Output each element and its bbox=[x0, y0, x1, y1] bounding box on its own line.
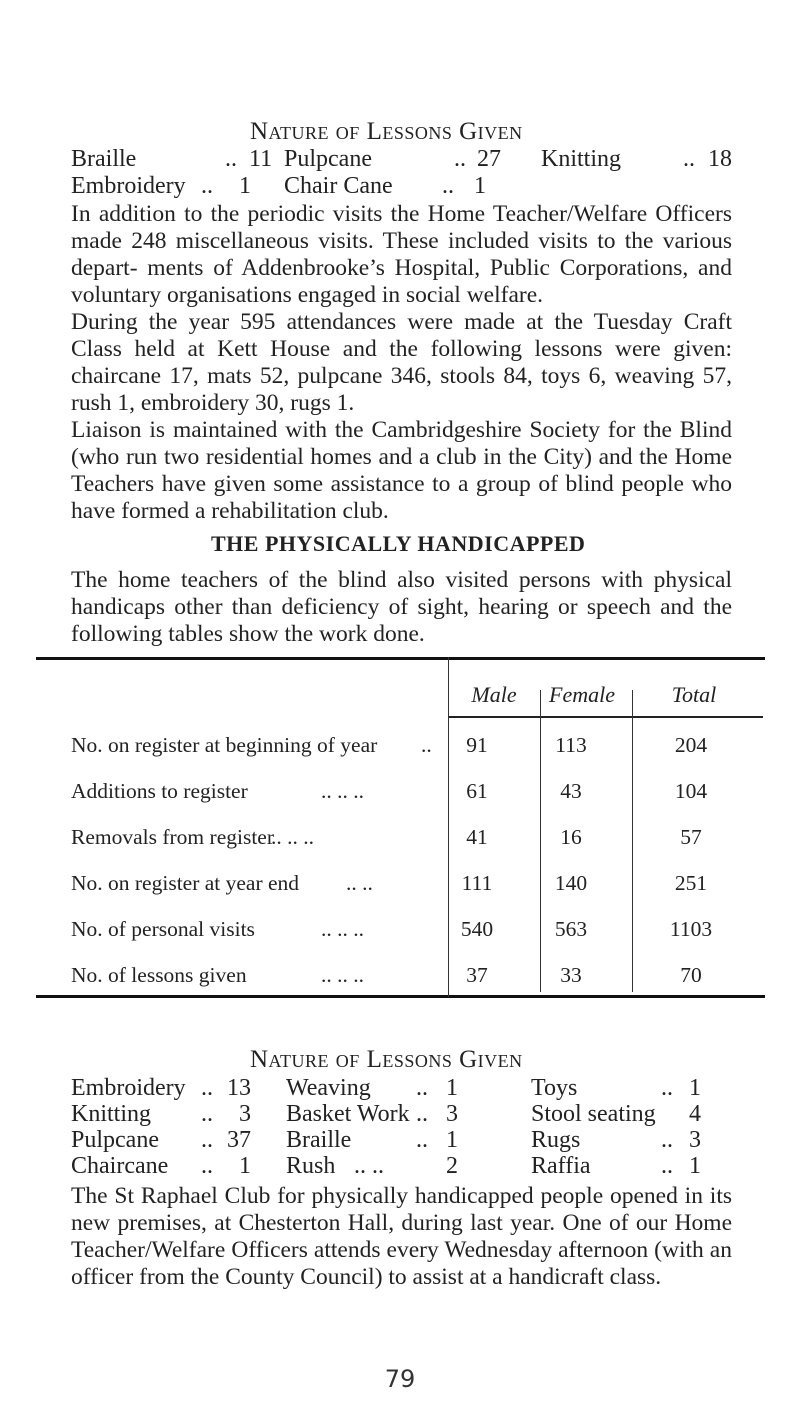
lesson-dots: .. bbox=[442, 173, 454, 199]
lesson-label: Weaving bbox=[286, 1075, 371, 1101]
lesson-dots: .. bbox=[454, 146, 466, 172]
lesson-count: 3 bbox=[239, 1101, 251, 1127]
lesson-label: Rugs bbox=[531, 1127, 581, 1153]
section-heading-physically-handicapped: THE PHYSICALLY HANDICAPPED bbox=[211, 531, 586, 556]
lesson-label: Knitting bbox=[541, 146, 622, 172]
cell-female: 16 bbox=[560, 825, 582, 849]
cell-female: 563 bbox=[554, 917, 588, 941]
lesson-label: Braille bbox=[286, 1127, 352, 1153]
lesson-count: 4 bbox=[689, 1101, 701, 1127]
cell-male: 111 bbox=[461, 871, 493, 895]
cell-male: 41 bbox=[466, 825, 488, 849]
lesson-dots: .. bbox=[201, 1101, 213, 1127]
lesson-label: Toys bbox=[531, 1075, 578, 1101]
lesson-dots: .. bbox=[201, 1075, 213, 1101]
paragraph-liaison: Liaison is maintained with the Cambridgeshire Society for the Blind (who run two residential homes and a club in the City) and the Home Teachers have given some assistance to a group of blind people who have formed a rehabilitation club. bbox=[71, 417, 732, 524]
lesson-dots: .. bbox=[225, 146, 237, 172]
column-header-female: Female bbox=[549, 682, 615, 707]
lesson-dots: .. bbox=[416, 1075, 428, 1101]
lesson-label: Basket Work bbox=[286, 1101, 410, 1127]
table-bottom-rule bbox=[36, 995, 765, 998]
lesson-label: Knitting bbox=[71, 1101, 152, 1127]
cell-male: 540 bbox=[460, 917, 494, 941]
lesson-count: 37 bbox=[227, 1127, 251, 1153]
paragraph-craft-class: During the year 595 attendances were made at the Tuesday Craft Class held at Kett House and the following lessons were given: chaircane 17, mats 52, pulpcane 346, stools 84, toys 6, weaving 57, rush 1, embroidery 30, rugs 1. bbox=[71, 309, 732, 416]
row-label: No. on register at year end bbox=[71, 871, 300, 895]
lessons-heading-handicapped: Nature of Lessons Given bbox=[250, 1046, 523, 1073]
cell-total: 70 bbox=[680, 963, 702, 987]
row-label: Additions to register bbox=[71, 779, 248, 803]
intro-paragraph: The home teachers of the blind also visited persons with physical handicaps other than deficiency of sight, hearing or speech and the following tables show the work done. bbox=[71, 567, 732, 647]
cell-female: 43 bbox=[560, 779, 582, 803]
lesson-count: 1 bbox=[446, 1075, 458, 1101]
lesson-count: 27 bbox=[477, 146, 501, 172]
lesson-count: 1 bbox=[239, 1153, 251, 1179]
row-dots: .. .. .. bbox=[321, 963, 364, 987]
table-top-rule bbox=[36, 657, 765, 660]
lesson-count: 3 bbox=[689, 1127, 701, 1153]
lesson-label: Chair Cane bbox=[284, 173, 393, 199]
cell-total: 251 bbox=[674, 871, 708, 895]
lesson-dots: .. bbox=[201, 1127, 213, 1153]
lesson-dots: .. .. bbox=[354, 1153, 384, 1179]
lesson-dots: .. bbox=[661, 1153, 673, 1179]
lesson-dots: .. bbox=[683, 146, 695, 172]
page-number: 79 bbox=[384, 1365, 416, 1393]
lesson-label: Pulpcane bbox=[71, 1127, 159, 1153]
cell-total: 204 bbox=[674, 733, 708, 757]
cell-total: 104 bbox=[674, 779, 708, 803]
lesson-dots: .. bbox=[661, 1075, 673, 1101]
row-dots: .. .. .. bbox=[271, 825, 314, 849]
lesson-label: Embroidery bbox=[71, 1075, 186, 1101]
lesson-count: 11 bbox=[249, 146, 273, 172]
cell-total: 1103 bbox=[669, 917, 713, 941]
cell-male: 37 bbox=[466, 963, 488, 987]
lesson-label: Raffia bbox=[531, 1153, 591, 1179]
lesson-dots: .. bbox=[416, 1127, 428, 1153]
row-label: Removals from register bbox=[71, 825, 275, 849]
row-dots: .. .. bbox=[346, 871, 373, 895]
lesson-dots: .. bbox=[416, 1101, 428, 1127]
row-dots: .. .. .. bbox=[321, 917, 364, 941]
cell-female: 113 bbox=[555, 733, 587, 757]
lesson-dots: .. bbox=[201, 173, 213, 199]
lesson-count: 1 bbox=[474, 173, 486, 199]
row-dots: .. .. .. bbox=[321, 779, 364, 803]
row-label: No. on register at beginning of year bbox=[71, 733, 378, 757]
lesson-count: 1 bbox=[239, 173, 251, 199]
body-text-blind bbox=[71, 201, 732, 525]
lesson-label: Chaircane bbox=[71, 1153, 169, 1179]
column-header-male: Male bbox=[471, 682, 517, 707]
lesson-dots: .. bbox=[201, 1153, 213, 1179]
lessons-heading-blind: Nature of Lessons Given bbox=[250, 118, 523, 145]
lesson-label: Stool seating bbox=[531, 1101, 656, 1127]
table-header-rule bbox=[448, 716, 763, 718]
lesson-count: 3 bbox=[446, 1101, 458, 1127]
lesson-label: Embroidery bbox=[71, 173, 186, 199]
closing-paragraph: The St Raphael Club for physically handicapped people opened in its new premises, at Chesterton Hall, during last year. One of our Home Teacher/Welfare Officers attends every Wednesday afternoon (with an officer from the County Council) to assist at a handicraft class. bbox=[71, 1183, 732, 1290]
cell-male: 91 bbox=[466, 733, 488, 757]
lesson-label: Braille bbox=[71, 146, 137, 172]
row-label: No. of lessons given bbox=[71, 963, 247, 987]
table-divider bbox=[632, 690, 633, 992]
lesson-count: 1 bbox=[689, 1153, 701, 1179]
lesson-label: Pulpcane bbox=[284, 146, 372, 172]
lesson-count: 1 bbox=[689, 1075, 701, 1101]
lesson-count: 1 bbox=[446, 1127, 458, 1153]
lesson-count: 13 bbox=[227, 1075, 251, 1101]
cell-female: 140 bbox=[554, 871, 588, 895]
row-label: No. of personal visits bbox=[71, 917, 255, 941]
cell-total: 57 bbox=[680, 825, 702, 849]
cell-female: 33 bbox=[560, 963, 582, 987]
lesson-dots: .. bbox=[661, 1127, 673, 1153]
lesson-count: 18 bbox=[708, 146, 732, 172]
paragraph-visits: In addition to the periodic visits the Home Teacher/Welfare Officers made 248 miscellaneous visits. These included visits to the various depart- ments of Addenbrooke’s Hospital, Public Corporations, and voluntary organisations engaged in social welfare. bbox=[71, 201, 732, 308]
lesson-count: 2 bbox=[446, 1153, 458, 1179]
cell-male: 61 bbox=[466, 779, 488, 803]
column-header-total: Total bbox=[671, 682, 717, 707]
row-dots: .. bbox=[421, 733, 432, 757]
lesson-label: Rush bbox=[286, 1153, 336, 1179]
